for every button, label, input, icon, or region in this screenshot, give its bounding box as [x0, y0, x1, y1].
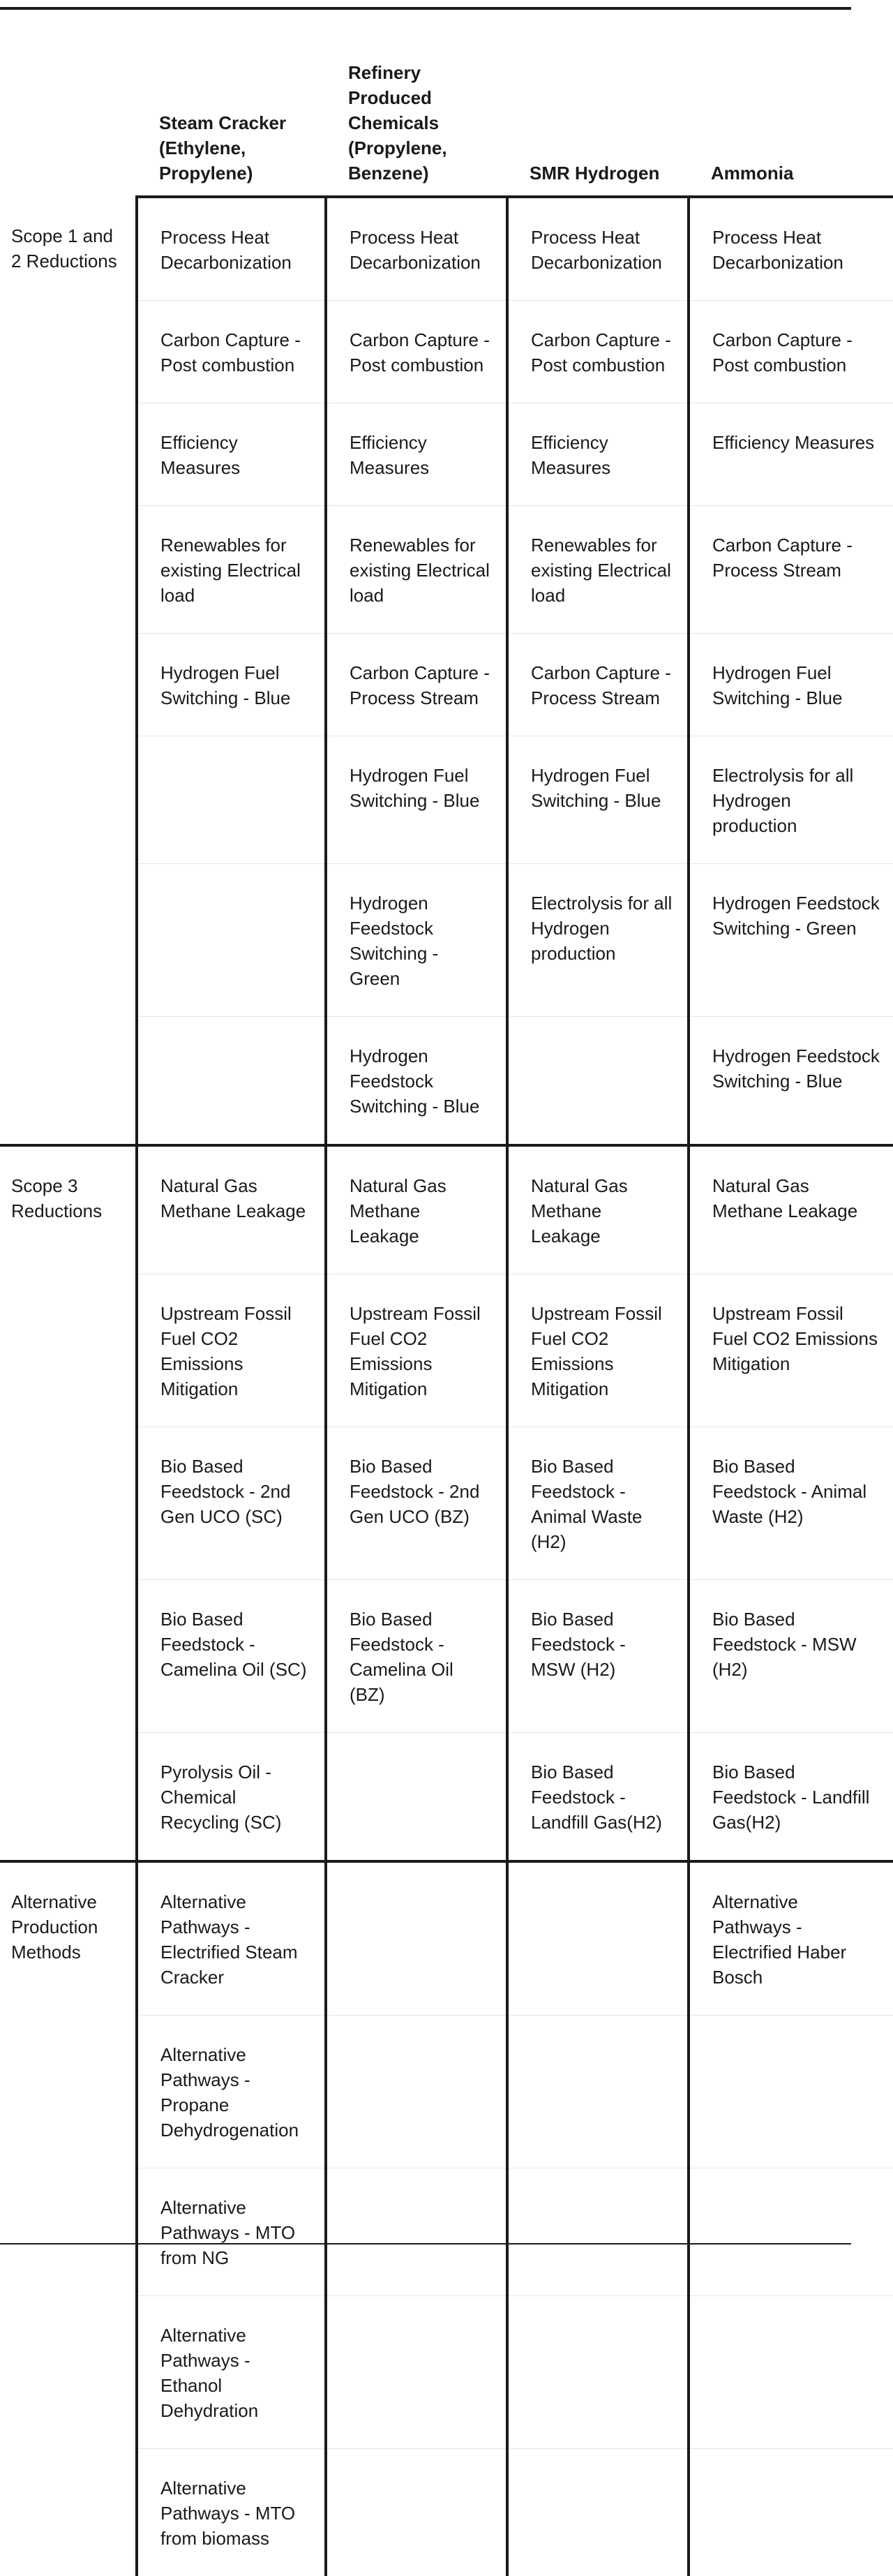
header-cell-ammonia: Ammonia [689, 10, 893, 197]
table-cell: Hydrogen Feedstock Switching - Green [326, 864, 507, 1017]
group-label: Scope 1 and 2 Reductions [0, 197, 137, 301]
table-viewport[interactable] [0, 10, 829, 2243]
group-label-empty [0, 1017, 137, 1146]
table-cell [326, 1861, 507, 2016]
table-cell [326, 2296, 507, 2449]
table-cell: Alternative Pathways - Electrified Haber Bosch [689, 1861, 893, 2016]
table-cell [137, 1017, 326, 1146]
table-cell: Bio Based Feedstock - 2nd Gen UCO (SC) [137, 1427, 326, 1580]
table-cell: Alternative Pathways - Ethanol Dehydration [137, 2296, 326, 2449]
table-cell: Upstream Fossil Fuel CO2 Emissions Mitigation [137, 1274, 326, 1427]
group-label-empty [0, 301, 137, 403]
group-label-empty [0, 736, 137, 864]
table-cell: Bio Based Feedstock - Animal Waste (H2) [689, 1427, 893, 1580]
header-cell-refinery-chemicals: Refinery Produced Chemicals (Propylene, Benzene) [326, 10, 507, 197]
table-row [0, 736, 893, 864]
table-cell [689, 2016, 893, 2168]
table-cell: Upstream Fossil Fuel CO2 Emissions Mitigation [326, 1274, 507, 1427]
table-cell [326, 1733, 507, 1862]
table-row [0, 1427, 893, 1580]
group-label-empty [0, 2296, 137, 2449]
table-row [0, 301, 893, 403]
group-label-empty [0, 1733, 137, 1862]
table-cell [326, 2449, 507, 2576]
table-cell: Pyrolysis Oil - Chemical Recycling (SC) [137, 1733, 326, 1862]
table-row [0, 2016, 893, 2168]
group-label-empty [0, 2016, 137, 2168]
table-row [0, 506, 893, 634]
table-cell: Efficiency Measures [137, 403, 326, 506]
table-cell: Renewables for existing Electrical load [326, 506, 507, 634]
table-cell: Electrolysis for all Hydrogen production [689, 736, 893, 864]
table-row [0, 1145, 893, 1274]
table-cell [326, 2016, 507, 2168]
group-label: Alternative Production Methods [0, 1861, 137, 2016]
table-cell: Hydrogen Fuel Switching - Blue [326, 736, 507, 864]
table-cell: Hydrogen Feedstock Switching - Blue [689, 1017, 893, 1146]
group-label-empty [0, 2449, 137, 2576]
table-cell: Process Heat Decarbonization [137, 197, 326, 301]
group-label-empty [0, 1427, 137, 1580]
table-cell: Carbon Capture - Process Stream [326, 634, 507, 736]
table-cell: Hydrogen Fuel Switching - Blue [137, 634, 326, 736]
decarbonization-table [0, 10, 893, 2576]
table-row [0, 1580, 893, 1733]
table-cell: Alternative Pathways - Electrified Steam Cracker [137, 1861, 326, 2016]
table-cell: Alternative Pathways - Propane Dehydrogenation [137, 2016, 326, 2168]
table-row [0, 864, 893, 1017]
table-row [0, 1861, 893, 2016]
table-cell [507, 1861, 689, 2016]
table-cell [137, 864, 326, 1017]
table-cell: Upstream Fossil Fuel CO2 Emissions Mitigation [507, 1274, 689, 1427]
table-cell: Process Heat Decarbonization [326, 197, 507, 301]
table-cell: Bio Based Feedstock - 2nd Gen UCO (BZ) [326, 1427, 507, 1580]
table-cell: Renewables for existing Electrical load [507, 506, 689, 634]
table-cell: Natural Gas Methane Leakage [507, 1145, 689, 1274]
group-label: Scope 3 Reductions [0, 1145, 137, 1274]
table-cell: Carbon Capture - Post combustion [689, 301, 893, 403]
header-row [0, 10, 893, 197]
table-cell: Process Heat Decarbonization [507, 197, 689, 301]
table-cell: Carbon Capture - Post combustion [137, 301, 326, 403]
table-row [0, 403, 893, 506]
table-cell: Efficiency Measures [689, 403, 893, 506]
table-row [0, 2168, 893, 2296]
table-cell: Carbon Capture - Process Stream [689, 506, 893, 634]
table-cell: Carbon Capture - Post combustion [326, 301, 507, 403]
table-cell: Efficiency Measures [326, 403, 507, 506]
table-cell: Bio Based Feedstock - Animal Waste (H2) [507, 1427, 689, 1580]
table-cell [507, 1017, 689, 1146]
table-cell [689, 2449, 893, 2576]
bottom-rule [0, 2243, 851, 2244]
table-cell: Alternative Pathways - MTO from NG [137, 2168, 326, 2296]
table-cell: Bio Based Feedstock - MSW (H2) [689, 1580, 893, 1733]
table-row [0, 1274, 893, 1427]
table-cell [507, 2168, 689, 2296]
table-cell [689, 2296, 893, 2449]
group-label-empty [0, 1274, 137, 1427]
table-row [0, 2296, 893, 2449]
table-cell: Bio Based Feedstock - Camelina Oil (BZ) [326, 1580, 507, 1733]
table-cell: Bio Based Feedstock - Camelina Oil (SC) [137, 1580, 326, 1733]
table-row [0, 1017, 893, 1146]
table-cell: Alternative Pathways - MTO from biomass [137, 2449, 326, 2576]
header-cell-smr-hydrogen: SMR Hydrogen [507, 10, 689, 197]
group-label-empty [0, 1580, 137, 1733]
table-cell: Hydrogen Feedstock Switching - Blue [326, 1017, 507, 1146]
header-cell-empty [0, 10, 137, 197]
table-cell [507, 2296, 689, 2449]
table-cell [507, 2449, 689, 2576]
table-cell: Electrolysis for all Hydrogen production [507, 864, 689, 1017]
table-cell [507, 2016, 689, 2168]
table-row [0, 2449, 893, 2576]
table-cell: Bio Based Feedstock - Landfill Gas(H2) [507, 1733, 689, 1862]
table-cell: Upstream Fossil Fuel CO2 Emissions Mitigation [689, 1274, 893, 1427]
table-row [0, 197, 893, 301]
table-row [0, 1733, 893, 1862]
table-cell: Renewables for existing Electrical load [137, 506, 326, 634]
table-cell: Efficiency Measures [507, 403, 689, 506]
table-cell: Hydrogen Fuel Switching - Blue [689, 634, 893, 736]
group-label-empty [0, 634, 137, 736]
table-cell: Natural Gas Methane Leakage [137, 1145, 326, 1274]
table-cell: Natural Gas Methane Leakage [689, 1145, 893, 1274]
header-cell-steam-cracker: Steam Cracker (Ethylene, Propylene) [137, 10, 326, 197]
table-cell: Hydrogen Fuel Switching - Blue [507, 736, 689, 864]
group-label-empty [0, 864, 137, 1017]
table-cell: Process Heat Decarbonization [689, 197, 893, 301]
table-cell: Carbon Capture - Process Stream [507, 634, 689, 736]
table-cell: Natural Gas Methane Leakage [326, 1145, 507, 1274]
table-cell [137, 736, 326, 864]
table-cell: Bio Based Feedstock - MSW (H2) [507, 1580, 689, 1733]
table-cell: Carbon Capture - Post combustion [507, 301, 689, 403]
group-label-empty [0, 2168, 137, 2296]
group-label-empty [0, 403, 137, 506]
table-row [0, 634, 893, 736]
table-body [0, 197, 893, 2576]
group-label-empty [0, 506, 137, 634]
table-cell: Hydrogen Feedstock Switching - Green [689, 864, 893, 1017]
table-cell: Bio Based Feedstock - Landfill Gas(H2) [689, 1733, 893, 1862]
table-cell [689, 2168, 893, 2296]
table-cell [326, 2168, 507, 2296]
